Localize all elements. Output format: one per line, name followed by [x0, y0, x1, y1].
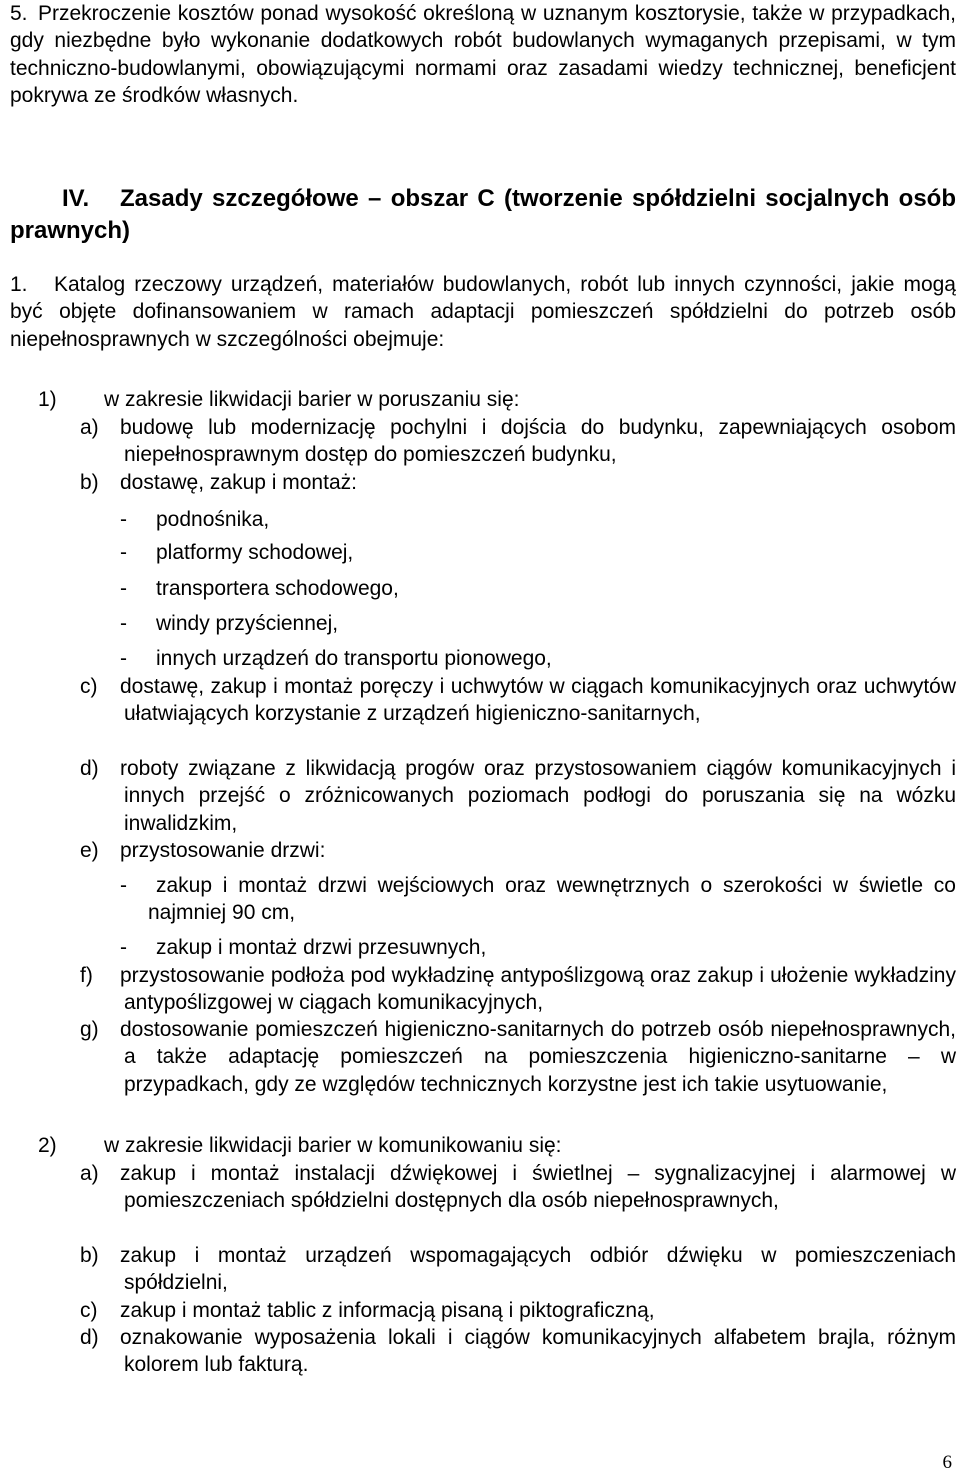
item-text: budowę lub modernizację pochylni i dojścia do budynku, zapewniających osobom niepełnosprawnym dostęp do pomieszczeń budynku,	[120, 416, 956, 467]
group-title-text: w zakresie likwidacji barier w komunikowaniu się:	[104, 1134, 562, 1157]
item-label: b)	[80, 471, 99, 494]
item-text: oznakowanie wyposażenia lokali i ciągów komunikacyjnych alfabetem brajla, różnym kolorem lub fakturą.	[120, 1326, 956, 1377]
item-label: f)	[80, 964, 93, 987]
group-1-title	[38, 386, 956, 413]
dash-item	[120, 575, 956, 602]
dash-item	[120, 610, 956, 637]
list-item	[80, 1297, 956, 1324]
dash-marker: -	[120, 612, 127, 635]
item-label: d)	[80, 1326, 99, 1349]
dash-marker: -	[120, 577, 127, 600]
item-text: zakup i montaż instalacji dźwiękowej i świetlnej – sygnalizacyjnej i alarmowej w pomieszczeniach spółdzielni dostępnych dla osób niepełnosprawnych,	[120, 1162, 956, 1213]
paragraph-1	[10, 271, 956, 353]
dash-marker: -	[120, 874, 127, 897]
dash-text: platformy schodowej,	[156, 541, 354, 564]
list-item	[80, 1160, 956, 1215]
item-text: przystosowanie podłoża pod wykładzinę antypoślizgową oraz zakup i ułożenie wykładziny antypoślizgowej w ciągach komunikacyjnych,	[120, 964, 956, 1015]
dash-text: podnośnika,	[156, 508, 270, 531]
dash-text: zakup i montaż drzwi wejściowych oraz wewnętrznych o szerokości w świetle co najmniej 90 cm,	[148, 874, 956, 925]
dash-marker: -	[120, 647, 127, 670]
dash-item	[120, 539, 956, 566]
item-text: roboty związane z likwidacją progów oraz przystosowaniem ciągów komunikacyjnych i innych przejść o zróżnicowanych poziomach podłogi do poruszania się na wózku inwalidzkim,	[120, 757, 956, 835]
item-label: e)	[80, 839, 99, 862]
heading-text: Zasady szczegółowe – obszar C (tworzenie spółdzielni socjalnych osób prawnych)	[10, 185, 956, 244]
item-text: zakup i montaż tablic z informacją pisaną i piktograficzną,	[120, 1299, 655, 1322]
dash-item	[120, 934, 956, 961]
heading-number: IV.	[62, 185, 90, 212]
dash-marker: -	[120, 936, 127, 959]
dash-marker: -	[120, 541, 127, 564]
list-item	[80, 837, 956, 864]
list-item	[80, 755, 956, 837]
list-item	[80, 673, 956, 728]
dash-marker: -	[120, 508, 127, 531]
paragraph-5	[10, 0, 956, 109]
item-text: zakup i montaż urządzeń wspomagających odbiór dźwięku w pomieszczeniach spółdzielni,	[120, 1244, 956, 1295]
item-text: dostosowanie pomieszczeń higieniczno-sanitarnych do potrzeb osób niepełnosprawnych, a także adaptację pomieszczeń na pomieszczenia higieniczno-sanitarne – w przypadkach, gdy ze względów technicznych korzystne jest ich takie usytuowanie,	[120, 1018, 956, 1096]
item-label: g)	[80, 1018, 99, 1041]
list-item	[80, 414, 956, 469]
group-number: 1)	[38, 388, 57, 411]
section-heading	[10, 183, 956, 247]
item-label: d)	[80, 757, 99, 780]
dash-item	[120, 506, 956, 533]
dash-text: windy przyściennej,	[156, 612, 339, 635]
paragraph-number: 1.	[10, 273, 28, 296]
list-item	[80, 1016, 956, 1098]
paragraph-text: Przekroczenie kosztów ponad wysokość określoną w uznanym kosztorysie, także w przypadkach, gdy niezbędne było wykonanie dodatkowych robót budowlanych wymaganych przepisami, w tym techniczno-budowlanymi, obowiązującymi normami oraz zasadami wiedzy technicznej, beneficjent pokrywa ze środków własnych.	[10, 2, 956, 107]
list-item	[80, 469, 956, 496]
item-text: dostawę, zakup i montaż poręczy i uchwytów w ciągach komunikacyjnych oraz uchwytów ułatwiających korzystanie z urządzeń higieniczno-sanitarnych,	[120, 675, 956, 726]
list-item	[80, 1324, 956, 1379]
page-number: 6	[942, 1452, 952, 1473]
item-label: c)	[80, 675, 98, 698]
dash-text: transportera schodowego,	[156, 577, 399, 600]
paragraph-text: Katalog rzeczowy urządzeń, materiałów budowlanych, robót lub innych czynności, jakie mogą być objęte dofinansowaniem w ramach adaptacji pomieszczeń spółdzielni do potrzeb osób niepełnosprawnych w szczególności obejmuje:	[10, 273, 956, 351]
list-item	[80, 962, 956, 1017]
item-label: c)	[80, 1299, 98, 1322]
dash-item	[120, 645, 956, 672]
dash-text: zakup i montaż drzwi przesuwnych,	[156, 936, 487, 959]
dash-item	[120, 872, 956, 927]
group-number: 2)	[38, 1134, 57, 1157]
paragraph-number: 5.	[10, 2, 28, 25]
group-2-title	[38, 1132, 956, 1159]
item-text: dostawę, zakup i montaż:	[120, 471, 357, 494]
item-text: przystosowanie drzwi:	[120, 839, 326, 862]
group-title-text: w zakresie likwidacji barier w poruszaniu się:	[104, 388, 520, 411]
dash-text: innych urządzeń do transportu pionowego,	[156, 647, 552, 670]
list-item	[80, 1242, 956, 1297]
item-label: a)	[80, 1162, 99, 1185]
item-label: a)	[80, 416, 99, 439]
item-label: b)	[80, 1244, 99, 1267]
